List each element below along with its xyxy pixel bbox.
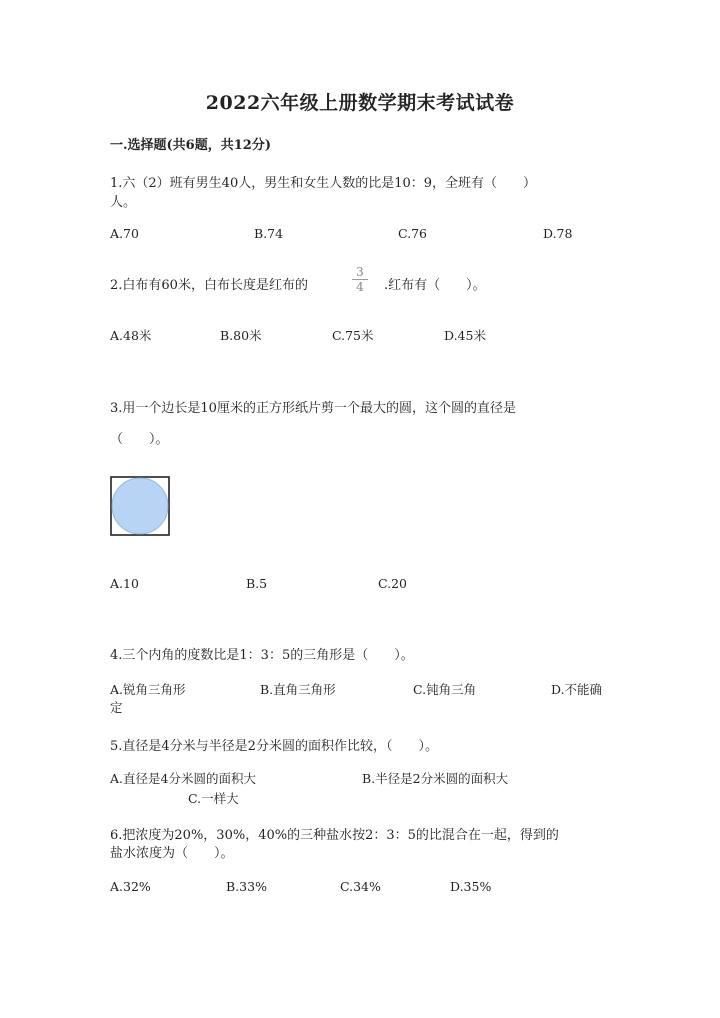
question-1-option-b: B.74	[254, 226, 284, 241]
question-1-option-a: A.70	[110, 226, 139, 241]
question-1-option-d: D.78	[543, 226, 573, 241]
question-4-text: 4.三个内角的度数比是1：3：5的三角形是（ ）。	[110, 648, 414, 663]
question-2-text: 2.白布有60米，白布长度是红布的	[110, 278, 308, 293]
question-2-option-d: D.45米	[444, 328, 486, 343]
page-title: 2022六年级上册数学期末考试试卷	[205, 92, 515, 114]
question-3-option-a: A.10	[110, 576, 139, 591]
question-2-option-b: B.80米	[220, 328, 262, 343]
fraction-numerator: 3	[356, 265, 364, 279]
question-4-option-c: C.钝角三角	[413, 682, 477, 697]
question-6-text-wrap: 盐水浓度为（ ）。	[110, 846, 234, 861]
question-5-text: 5.直径是4分米与半径是2分米圆的面积作比较，（ ）。	[110, 739, 438, 754]
question-2-option-c: C.75米	[332, 328, 374, 343]
question-5-option-a: A.直径是4分米圆的面积大	[110, 771, 256, 786]
question-3-option-b: B.5	[246, 576, 268, 591]
question-1-option-c: C.76	[398, 226, 427, 241]
circle-shape	[112, 478, 168, 534]
question-6-option-a: A.32%	[110, 879, 151, 894]
question-2-text-after: .红布有（ ）。	[384, 278, 486, 293]
question-2-option-a: A.48米	[110, 328, 152, 343]
question-4-option-d: D.不能确	[551, 682, 603, 697]
circle-in-square-icon	[110, 476, 170, 536]
question-5-option-c: C.一样大	[188, 791, 239, 806]
question-5-option-b: B.半径是2分米圆的面积大	[362, 771, 509, 786]
question-6-option-d: D.35%	[450, 879, 492, 894]
question-4-option-b: B.直角三角形	[260, 682, 336, 697]
question-4-option-wrap: 定	[110, 700, 123, 715]
section-heading: 一.选择题(共6题，共12分)	[110, 138, 271, 153]
question-1-text: 1.六（2）班有男生40人，男生和女生人数的比是10：9，全班有（ ）	[110, 176, 537, 191]
question-3-text-wrap: （ ）。	[110, 432, 169, 447]
question-4-option-a: A.锐角三角形	[110, 682, 186, 697]
question-3-text: 3.用一个边长是10厘米的正方形纸片剪一个最大的圆，这个圆的直径是	[110, 401, 516, 416]
question-6-text: 6.把浓度为20%，30%，40%的三种盐水按2：3：5的比混合在一起，得到的	[110, 828, 559, 843]
question-3-option-c: C.20	[378, 576, 407, 591]
fraction-denominator: 4	[356, 280, 364, 294]
question-1-text-wrap: 人。	[110, 195, 137, 210]
fraction	[352, 266, 368, 293]
question-6-option-c: C.34%	[340, 879, 381, 894]
question-6-option-b: B.33%	[226, 879, 267, 894]
